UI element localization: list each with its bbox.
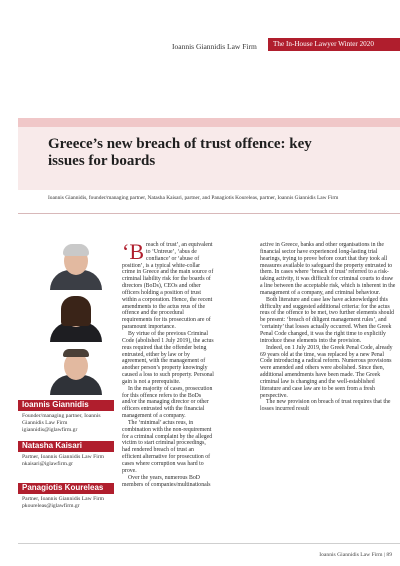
portrait-photo	[44, 240, 108, 290]
portrait-hair	[63, 244, 89, 256]
name-bar	[18, 441, 114, 452]
body-paragraph: Over the years, numerous BoD members of companies/multinationals	[122, 474, 211, 488]
title-band-stripe	[18, 118, 400, 127]
body-paragraph: In the majority of cases, prosecution for this offence refers to the BoDs and/or the managing director or other officers entrusted with the financial management of a company.	[122, 385, 213, 420]
person-info	[22, 413, 118, 434]
person-email[interactable]: nkaisari@iglawfirm.gr	[22, 461, 73, 467]
body-paragraph: Indeed, on 1 July 2019, the Greek Penal Code, already 69 years old at the time, was replaced by a new Penal Code introducing a radical reform. Numerous provisions were amended and others were abolished. Since then, additional amendments have been made. The Greek criminal law is changing and the well-established literature and case law are to be seen from a fresh perspective.	[260, 344, 393, 399]
header-publication: The In-House Lawyer Winter 2020	[273, 40, 374, 48]
body-paragraph: The new provision on breach of trust requires that the losses incurred result	[260, 399, 391, 413]
footer-rule	[18, 543, 400, 544]
drop-cap: ‘B	[122, 239, 144, 264]
body-column-1	[122, 239, 214, 488]
person-email[interactable]: igiannidis@iglawfirm.gr	[22, 427, 78, 433]
body-paragraph: The ‘minimal’ actus reus, in combination with the non-requirement for a criminal complaint by the alleged victim to start criminal proceedings, had rendered breach of trust an efficient alternative for prosecution of cases where corruption was hard to prove.	[122, 419, 213, 474]
person-name: Panagiotis Koureleas	[22, 483, 104, 492]
person-name: Natasha Kaisari	[22, 441, 83, 450]
person-info	[22, 496, 118, 510]
body-column-2	[260, 242, 396, 413]
portrait-photo	[44, 292, 108, 342]
person-name: Ioannis Giannidis	[22, 400, 89, 409]
person-email[interactable]: pkoureleas@iglawfirm.gr	[22, 503, 80, 509]
portrait-hair	[61, 296, 91, 326]
header-publication-bar	[268, 38, 400, 51]
body-paragraph: active in Greece, banks and other organisations in the financial sector have experienced long-lasting trial hearings, trying to prove before court that they took all measures available to safeguard the property entrusted to them. In cases where ‘breach of trust’ referred to a risk-taking activity, it was difficult for criminal courts to draw a line between the acceptable risk, which is inherent in the management of a company, and criminal behaviour.	[260, 242, 396, 296]
header-firm-name: Ioannis Giannidis Law Firm	[172, 42, 257, 51]
portrait-photo	[44, 345, 108, 395]
body-paragraph: By virtue of the previous Criminal Code (abolished 1 July 2019), the actus reus required that the offender being entrusted, either by law or by agreement, with the management of another person’s property knowingly caused a loss to such property. Personal gain is not a prerequisite.	[122, 330, 214, 385]
article-authors: Ioannis Giannidis, founder/managing partner, Natasha Kaisari, partner, and Panagiotis Koureleas, partner, Ioannis Giannidis Law Firm	[48, 195, 339, 201]
name-bar	[18, 400, 114, 411]
article-title: Greece’s new breach of trust offence: key issues for boards	[48, 136, 312, 169]
portrait-hair	[63, 349, 89, 357]
divider-line	[18, 213, 400, 214]
person-role: Founder/managing partner, Ioannis Giannidis Law Firm	[22, 413, 101, 426]
body-paragraph: reach of trust’, an equivalent to ‘Untreue’, ‘abus de confiance’ or ‘abuse of position’, is a typical white-collar crime in Greece and the main source of criminal liability risk for the boards of directors (BoDs), CEOs and other officers holding a position of trust within a corporation. Hence, the recent amendments to the actus reus of the offence and the procedural requirements for its prosecution are of paramount importance.	[122, 242, 214, 331]
body-paragraph: Both literature and case law have acknowledged this difficulty and suggested additional criteria: for the actus reus of the offence to be met, two further elements should be present: ‘breach of diligent management rules’, and ‘certainty’ that losses actually occurred. When the Greek Penal Code changed, it was the right time to explicitly introduce these elements into the provision.	[260, 296, 394, 344]
person-info	[22, 454, 118, 468]
page-footer: Ioannis Giannidis Law Firm | 89	[319, 552, 392, 558]
person-role: Partner, Ioannis Giannidis Law Firm	[22, 454, 104, 460]
person-role: Partner, Ioannis Giannidis Law Firm	[22, 496, 104, 502]
name-bar	[18, 483, 114, 494]
